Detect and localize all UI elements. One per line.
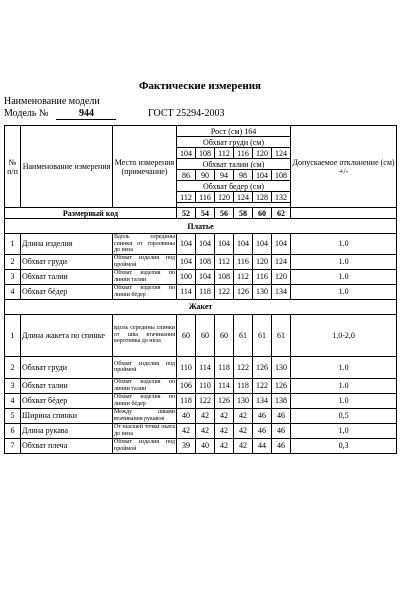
measurement-value: 60	[177, 314, 196, 356]
size-code: 52	[177, 208, 196, 219]
chest-size: 116	[234, 148, 253, 159]
measurement-value: 42	[215, 438, 234, 453]
hips-size: 116	[196, 192, 215, 203]
header-waist: Обхват талии (см)	[177, 159, 291, 170]
measurement-value: 104	[272, 234, 291, 255]
measurement-value: 106	[177, 378, 196, 393]
measurement-name: Обхват груди	[21, 356, 113, 378]
hips-size: 124	[234, 192, 253, 203]
measurement-value: 130	[272, 356, 291, 378]
header-num: № п/п	[5, 126, 21, 208]
waist-size: 90	[196, 170, 215, 181]
measurement-value: 42	[177, 423, 196, 438]
model-line	[4, 108, 225, 120]
tolerance-value: 1.0	[291, 254, 397, 269]
row-number: 4	[5, 393, 21, 408]
measurement-value: 42	[196, 423, 215, 438]
measurement-name: Обхват талии	[21, 269, 113, 284]
measurement-value: 104	[177, 234, 196, 255]
hips-size: 120	[215, 192, 234, 203]
measurement-place: вдоль середины спинки от шва втачивания воротника до низа	[113, 314, 177, 356]
measurement-value: 60	[196, 314, 215, 356]
chest-size: 120	[253, 148, 272, 159]
measurement-value: 118	[196, 284, 215, 299]
waist-size: 94	[215, 170, 234, 181]
measurement-value: 122	[234, 356, 253, 378]
row-number: 4	[5, 284, 21, 299]
measurement-value: 114	[177, 284, 196, 299]
measurement-value: 114	[215, 378, 234, 393]
measurement-value: 116	[234, 254, 253, 269]
measurement-value: 42	[234, 438, 253, 453]
row-number: 3	[5, 378, 21, 393]
size-code: 62	[272, 208, 291, 219]
measurement-value: 61	[253, 314, 272, 356]
tolerance-value: 1.0	[291, 234, 397, 255]
measurement-value: 42	[234, 423, 253, 438]
measurement-value: 104	[253, 234, 272, 255]
measurement-name: Обхват бёдер	[21, 284, 113, 299]
table-row	[5, 314, 397, 356]
measurement-value: 134	[272, 284, 291, 299]
tolerance-value: 0,5	[291, 408, 397, 423]
section-title: Платье	[5, 219, 397, 234]
measurement-value: 118	[215, 356, 234, 378]
measurement-place: Между швами втачивания рукавов	[114, 409, 175, 422]
measurement-place: От высшей точки оката до низа	[114, 424, 175, 437]
measurement-value: 104	[196, 234, 215, 255]
row-number: 2	[5, 254, 21, 269]
size-code: 60	[253, 208, 272, 219]
tolerance-value: 0,3	[291, 438, 397, 453]
measurement-value: 108	[196, 254, 215, 269]
table-row	[5, 438, 397, 453]
measurement-value: 46	[272, 408, 291, 423]
model-name-label: Наименование модели	[4, 96, 100, 107]
table-row	[5, 378, 397, 393]
measurement-value: 108	[215, 269, 234, 284]
row-number: 1	[5, 314, 21, 356]
measurement-value: 112	[234, 269, 253, 284]
measurement-value: 126	[272, 378, 291, 393]
table-row	[5, 234, 397, 255]
tolerance-value: 1.0	[291, 378, 397, 393]
measurement-value: 126	[234, 284, 253, 299]
tolerance-value: 1.0	[291, 393, 397, 408]
measurement-name: Длина рукава	[21, 423, 113, 438]
measurement-value: 104	[196, 269, 215, 284]
measurement-value: 138	[272, 393, 291, 408]
measurement-value: 46	[272, 438, 291, 453]
measurement-place: Обхват изделия по линии бёдер	[114, 285, 175, 298]
size-code: 58	[234, 208, 253, 219]
measurement-value: 134	[253, 393, 272, 408]
measurement-value: 61	[272, 314, 291, 356]
table-row	[5, 254, 397, 269]
measurement-name: Ширина спинки	[21, 408, 113, 423]
measurement-value: 46	[253, 423, 272, 438]
measurement-name: Обхват талии	[21, 378, 113, 393]
measurement-value: 42	[215, 408, 234, 423]
measurement-value: 126	[253, 356, 272, 378]
header-place: Место измерения (примечание)	[113, 126, 177, 208]
table-row	[5, 356, 397, 378]
waist-size: 86	[177, 170, 196, 181]
measurement-value: 42	[234, 408, 253, 423]
header-chest: Обхват груди (см)	[177, 137, 291, 148]
hips-size: 112	[177, 192, 196, 203]
measurement-name: Обхват плеча	[21, 438, 113, 453]
measurement-value: 40	[196, 438, 215, 453]
measurement-value: 100	[177, 269, 196, 284]
row-number: 7	[5, 438, 21, 453]
waist-size: 108	[272, 170, 291, 181]
hips-size: 132	[272, 192, 291, 203]
measurement-value: 112	[215, 254, 234, 269]
measurement-value: 130	[253, 284, 272, 299]
tolerance-value: 1.0	[291, 356, 397, 378]
chest-size: 112	[215, 148, 234, 159]
chest-size: 108	[196, 148, 215, 159]
measurements-table	[4, 125, 397, 454]
measurement-value: 130	[234, 393, 253, 408]
header-height: Рост (см) 164	[177, 126, 291, 137]
measurement-place: Обхват изделия под проймой	[113, 356, 177, 378]
gost-standard: ГОСТ 25294-2003	[148, 108, 225, 119]
measurement-value: 46	[253, 408, 272, 423]
tolerance-value: 1,0-2,0	[291, 314, 397, 356]
measurement-place: Обхват изделия по линии бёдер	[114, 394, 175, 407]
model-label: Модель №	[4, 108, 49, 119]
measurement-value: 104	[177, 254, 196, 269]
measurement-value: 114	[196, 356, 215, 378]
size-code-label: Размерный код	[5, 208, 177, 219]
model-number: 944	[56, 109, 116, 120]
measurement-value: 120	[253, 254, 272, 269]
header-name: Наименование измерения	[21, 126, 113, 208]
measurement-value: 61	[234, 314, 253, 356]
measurement-value: 110	[177, 356, 196, 378]
measurement-place: Обхват изделия по линии талии	[114, 379, 175, 392]
table-row	[5, 284, 397, 299]
measurement-value: 104	[215, 234, 234, 255]
header-hips: Обхват бедер (см)	[177, 181, 291, 192]
measurement-value: 46	[272, 423, 291, 438]
measurement-place: Обхват изделия по линии талии	[114, 270, 175, 283]
measurement-value: 39	[177, 438, 196, 453]
size-code: 56	[215, 208, 234, 219]
table-row	[5, 269, 397, 284]
row-number: 5	[5, 408, 21, 423]
measurement-value: 40	[177, 408, 196, 423]
size-code: 54	[196, 208, 215, 219]
tolerance-value: 1,0	[291, 423, 397, 438]
measurement-name: Обхват груди	[21, 254, 113, 269]
measurement-name: Обхват бёдер	[21, 393, 113, 408]
measurement-value: 42	[215, 423, 234, 438]
measurement-value: 122	[253, 378, 272, 393]
measurement-place: Вдоль середины спинки от горловины до низа	[114, 234, 175, 253]
measurement-value: 110	[196, 378, 215, 393]
table-row	[5, 393, 397, 408]
measurement-value: 126	[215, 393, 234, 408]
measurement-value: 60	[215, 314, 234, 356]
table-row	[5, 423, 397, 438]
measurement-value: 118	[234, 378, 253, 393]
measurement-value: 116	[253, 269, 272, 284]
measurement-name: Длина жакета по спинке	[21, 314, 113, 356]
tolerance-value: 1.0	[291, 284, 397, 299]
waist-size: 98	[234, 170, 253, 181]
waist-size: 104	[253, 170, 272, 181]
measurement-place: Обхват изделия под проймой	[114, 439, 175, 452]
chest-size: 104	[177, 148, 196, 159]
measurement-value: 118	[177, 393, 196, 408]
row-number: 6	[5, 423, 21, 438]
measurement-value: 122	[196, 393, 215, 408]
size-code-tolerance-empty	[291, 208, 397, 219]
header-tolerance: Допускаемое отклонение (см) +/-	[291, 126, 397, 208]
tolerance-value: 1.0	[291, 269, 397, 284]
row-number: 1	[5, 234, 21, 255]
measurement-value: 44	[253, 438, 272, 453]
row-number: 3	[5, 269, 21, 284]
measurement-value: 122	[215, 284, 234, 299]
measurement-value: 104	[234, 234, 253, 255]
hips-size: 128	[253, 192, 272, 203]
measurement-value: 124	[272, 254, 291, 269]
measurement-value: 120	[272, 269, 291, 284]
measurement-value: 42	[196, 408, 215, 423]
chest-size: 124	[272, 148, 291, 159]
document-title: Фактические измерения	[138, 80, 262, 92]
table-row	[5, 408, 397, 423]
section-title: Жакет	[5, 299, 397, 314]
row-number: 2	[5, 356, 21, 378]
measurement-name: Длина изделия	[21, 234, 113, 255]
measurement-place: Обхват изделия под проймой	[114, 255, 175, 268]
